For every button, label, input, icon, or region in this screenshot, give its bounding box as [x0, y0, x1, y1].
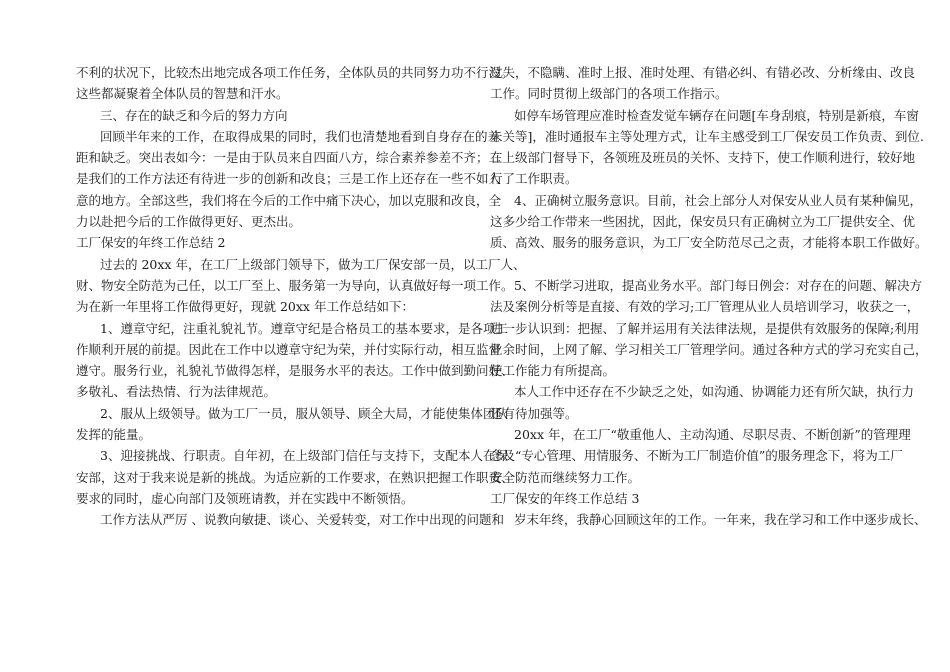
text-line: 进一步认识到：把握、了解并运用有关法律法规，是提供有效服务的保障;利用 — [490, 320, 920, 336]
text-line: 三、存在的缺乏和今后的努力方向 — [100, 107, 288, 123]
text-line: 这多少给工作带来一些困扰，因此，保安员只有正确树立为工厂提供安全、优 — [490, 214, 916, 230]
text-line: 20xx 年，在工厂“敬重他人、主动沟通、尽职尽责、不断创新”的管理理 — [514, 427, 911, 443]
text-line: 这些都凝聚着全体队员的智慧和汗水。 — [76, 86, 289, 102]
text-line: 遵守。服务行业，礼貌礼节做得怎样，是服务水平的表达。工作中做到勤问好、 — [76, 363, 514, 379]
text-line: 安部，这对于我来说是新的挑战。为适应新的工作要求，在熟识把握工作职责、 — [76, 469, 514, 485]
text-line: 工作方法从严厉 、说教向敏捷、谈心、关爱转变，对工作中出现的问题和 — [100, 512, 504, 528]
text-line: 念及“专心管理、用情服务、不断为工厂制造价值”的服务理念下，将为工厂 — [490, 448, 903, 464]
text-line: 未关等]，准时通报车主等处理方式，让车主感受到工厂保安员工作负责、到位. — [490, 128, 924, 144]
text-line: 不利的状况下，比较杰出地完成各项工作任务，全体队员的共同努力功不行没。 — [76, 65, 514, 80]
text-line: 2、服从上级领导。做为工厂一员，服从领导、顾全大局，才能使集体团队 — [100, 405, 508, 421]
text-line: 过失，不隐瞒、准时上报、准时处理、有错必纠、有错必改、分析缘由、改良 — [490, 65, 916, 80]
text-line: 本人工作中还存在不少缺乏之处，如沟通、协调能力还有所欠缺，执行力 — [514, 384, 915, 400]
text-line: 意的地方。全部这些，我们将在今后的工作中痛下决心，加以克服和改良，全 — [76, 192, 502, 208]
text-line: 在上级部门督导下，各领班及班员的关怀、支持下，使工作顺利进行，较好地 — [490, 150, 916, 166]
text-line: 过去的 20xx 年，在工厂上级部门领导下，做为工厂保安部一员，以工厂人、 — [100, 256, 526, 272]
text-line: 是我们的工作方法还有待进一步的创新和改良；三是工作上还存在一些不如人 — [76, 171, 502, 187]
text-line: 3、迎接挑战、行职责。自年初，在上级部门信任与支持下，支配本人在保 — [100, 448, 508, 464]
text-line — [490, 254, 885, 275]
text-line: 1、遵章守纪，注重礼貌礼节。遵章守纪是合格员工的基本要求，是各项工 — [100, 320, 508, 336]
text-line: 要求的同时，虚心向部门及领班请教，并在实践中不断领悟。 — [76, 490, 414, 506]
text-line: 法及案例分析等是直接、有效的学习;工厂管理从业人员培训学习，收获之一， — [490, 299, 920, 315]
text-line: 回顾半年来的工作，在取得成果的同时，我们也清楚地看到自身存在的差 — [100, 128, 501, 144]
left-text-column — [76, 62, 526, 531]
text-line: 为在新一年里将工作做得更好，现就 20xx 年工作总结如下： — [76, 299, 414, 315]
text-line: 力以赴把今后的工作做得更好、更杰出。 — [76, 214, 302, 230]
text-line: 业余时间，上网了解、学习相关工厂管理学问。通过各种方式的学习充实自己， — [490, 341, 928, 357]
right-text-column — [490, 62, 928, 531]
text-line: 质、高效、服务的服务意识，为工厂安全防范尽己之责，才能将本职工作做好。 — [490, 235, 928, 251]
text-line: 距和缺乏。突出表如今：一是由于队员来自四面八方，综合素养参差不齐；二 — [76, 150, 502, 166]
text-line: 5、不断学习进取，提高业务水平。部门每日例会：对存在的问题、解决方 — [514, 277, 922, 293]
text-line: 安全防范而继续努力工作。 — [490, 469, 641, 485]
text-line: 如停车场管理应准时检查发觉车辆存在问题[车身刮痕，特别是新痕，车窗 — [514, 107, 919, 123]
text-line: 工厂保安的年终工作总结 2 — [76, 235, 226, 251]
text-line: 作顺利开展的前提。因此在工作中以遵章守纪为荣，并付实际行动，相互监督 — [76, 341, 502, 357]
text-line: 多敬礼、看法热情、行为法律规范。 — [76, 384, 277, 400]
text-line: 财、物安全防范为己任，以工厂至上、服务第一为导向，认真做好每一项工作。 — [76, 277, 514, 293]
text-line: 工厂保安的年终工作总结 3 — [490, 490, 640, 506]
text-line: 发挥的能量。 — [76, 427, 152, 443]
text-line: 使工作能力有所提高。 — [490, 363, 616, 379]
text-line: 4、正确树立服务意识。目前，社会上部分人对保安从业人员有某种偏见， — [514, 192, 922, 208]
text-line: 工作。同时贯彻上级部门的各项工作指示。 — [490, 86, 728, 102]
text-line: 行了工作职责。 — [490, 171, 578, 187]
text-line: 岁末年终，我静心回顾这年的工作。一年来，我在学习和工作中逐步成长、 — [514, 512, 927, 528]
text-line: 还有待加强等。 — [490, 405, 578, 421]
